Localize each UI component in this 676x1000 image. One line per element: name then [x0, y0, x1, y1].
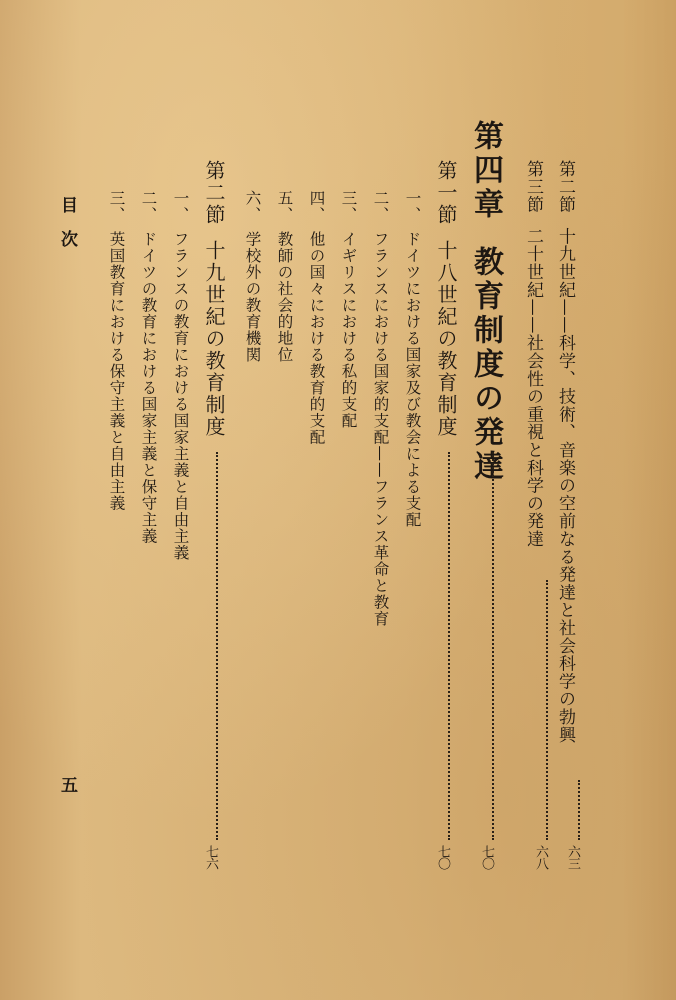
toc-entry-ch4-section-2[interactable]	[204, 160, 224, 438]
dot-leader	[214, 452, 218, 840]
toc-item[interactable]	[108, 190, 124, 512]
item-number: 二、	[139, 190, 158, 223]
page-number: 七〇	[435, 845, 450, 869]
section-title: 二十世紀——社会性の重視と科学の発達	[523, 227, 543, 548]
item-title: 学校外の教育機関	[243, 231, 262, 363]
item-title: 他の国々における教育的支配	[307, 231, 326, 446]
toc-item[interactable]	[372, 190, 388, 627]
page-number: 七〇	[479, 845, 494, 869]
page-number: 六八	[533, 845, 548, 869]
dot-leader	[576, 780, 580, 840]
page-number: 六三	[565, 845, 580, 869]
toc-entry-section-2[interactable]	[556, 160, 573, 744]
section-title: 十八世紀の教育制度	[434, 240, 458, 438]
section-title: 十九世紀の教育制度	[202, 240, 226, 438]
running-title: 目 次	[57, 196, 77, 247]
toc-entry-section-3[interactable]	[524, 160, 541, 548]
item-title: イギリスにおける私的支配	[339, 231, 358, 429]
item-number: 四、	[307, 190, 326, 223]
section-title: 十九世紀——科学、技術、音楽の空前なる発達と社会科学の勃興	[555, 227, 575, 744]
item-title: 教師の社会的地位	[275, 231, 294, 363]
item-number: 五、	[275, 190, 294, 223]
item-number: 一、	[403, 190, 422, 223]
toc-item[interactable]	[404, 190, 420, 528]
item-number: 二、	[371, 190, 390, 223]
item-title: 英国教育における保守主義と自由主義	[107, 231, 126, 512]
toc-item[interactable]	[140, 190, 156, 545]
toc-entry-ch4-section-1[interactable]	[436, 160, 456, 438]
toc-item[interactable]	[276, 190, 292, 363]
toc-entry-chapter-4[interactable]	[468, 120, 503, 484]
section-label: 第二節	[202, 160, 226, 226]
folio-page-number: 五	[57, 776, 77, 793]
dot-leader	[490, 452, 494, 840]
section-label: 第三節	[523, 160, 543, 214]
item-number: 一、	[171, 190, 190, 223]
page-number: 七六	[203, 845, 218, 869]
item-title: フランスの教育における国家主義と自由主義	[171, 231, 190, 561]
dot-leader	[544, 580, 548, 840]
chapter-title: 教育制度の発達	[468, 246, 503, 484]
item-title: ドイツの教育における国家主義と保守主義	[139, 231, 158, 545]
item-title: フランスにおける国家的支配——フランス革命と教育	[371, 231, 390, 627]
section-label: 第二節	[555, 160, 575, 214]
item-number: 三、	[107, 190, 126, 223]
chapter-label: 第四章	[468, 120, 503, 222]
item-title: ドイツにおける国家及び教会による支配	[403, 231, 422, 528]
dot-leader	[446, 452, 450, 840]
toc-item[interactable]	[172, 190, 188, 561]
toc-item[interactable]	[308, 190, 324, 446]
toc-item[interactable]	[244, 190, 260, 363]
item-number: 三、	[339, 190, 358, 223]
section-label: 第一節	[434, 160, 458, 226]
item-number: 六、	[243, 190, 262, 223]
toc-item[interactable]	[340, 190, 356, 429]
